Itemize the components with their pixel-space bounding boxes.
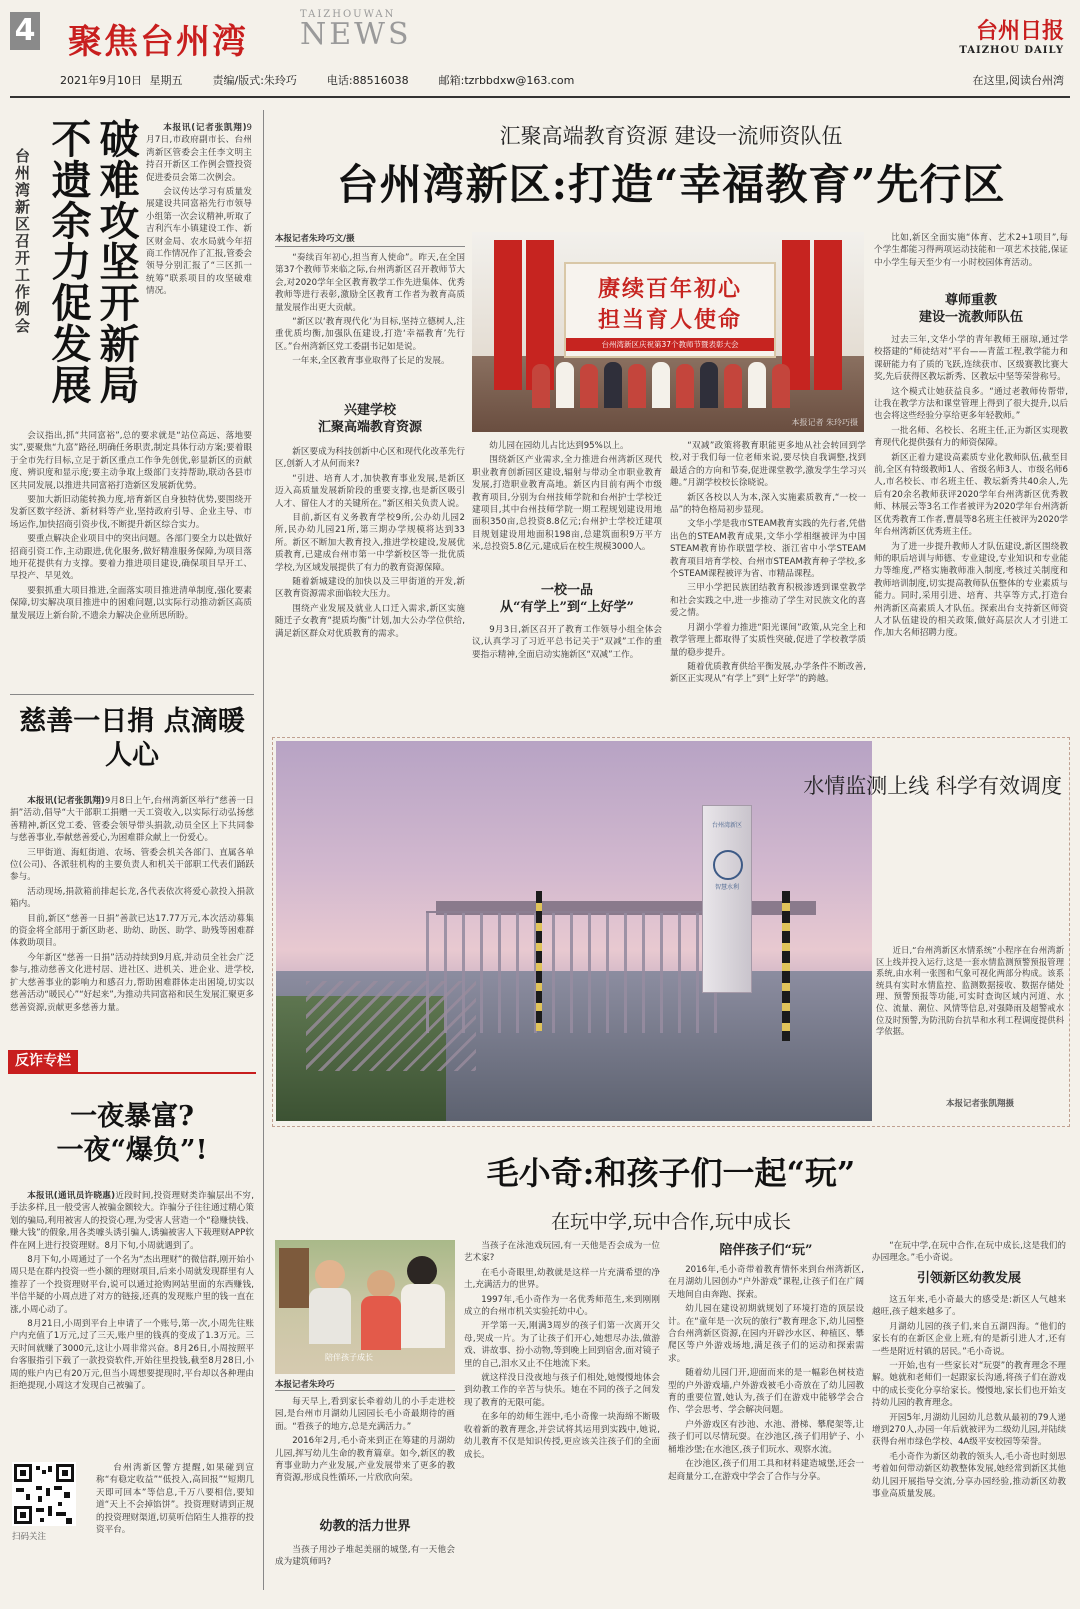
story6-p7: 开学第一天,刚满3周岁的孩子们第一次离开父母,哭成一片。为了让孩子们开心,她想尽办法,做游戏、讲故事、扮小动物,等到晚上回到宿舍,面对镜子里的自己,泪水又止不住地流下来。 bbox=[464, 1321, 660, 1369]
story4-p19: 过去三年,文华小学的青年教师王丽琼,通过学校搭建的“师徒结对”平台——青蓝工程,教学能力和课研能力有了质的飞跃,连续获市、区级赛教比赛大奖,先后获得区教坛新秀、区教坛中坚等荣誉称号。 bbox=[874, 335, 1068, 383]
photo-label: 陪伴孩子成长 bbox=[325, 1353, 373, 1362]
story2-p3: 活动现场,捐款箱前排起长龙,各代表依次将爱心款投入捐款箱内。 bbox=[10, 886, 254, 910]
story1-p4: 要加大新旧动能转换力度,培育新区自身独特优势,要围绕开发新区数字经济、新材料等产业,坚持政府引导、企业主导、市场运作,加快招商引资步伐,不断提升新区综合实力。 bbox=[10, 495, 252, 530]
tower-emblem-icon bbox=[713, 850, 743, 880]
story4-col2-top bbox=[472, 440, 662, 576]
story4-p20: 这个模式让她获益良多。“通过老教师传帮带,让我在教学方法和课堂管理上得到了很大提升,以后也会将这些经验分享给更多年轻教师。” bbox=[874, 386, 1068, 422]
story4-col4-bottom bbox=[874, 334, 1068, 728]
story4-p11: 9月3日,新区召开了教育工作领导小组全体会议,认真学习了习近平总书记关于“双减”工作的重要指示精神,全面启动实施新区“双减”工作。 bbox=[472, 625, 662, 660]
story4-subhead2: 一校一品 从“有学上”到“上好学” bbox=[500, 583, 634, 615]
issue-date: 2021年9月10日 星期五 bbox=[60, 74, 183, 87]
story6-p19: 开园5年,月湖幼儿园幼儿总数从最初的79人递增到270人,办园一年后就被评为二级幼儿园,并陆续获得台州市绿色学校、4A级平安校园等荣誉。 bbox=[872, 1412, 1066, 1448]
story6-p4: 当孩子在泳池戏玩园,有一天他是否会成为一位艺术家? bbox=[464, 1241, 660, 1264]
story2-byline: 本报讯(记者张凯翔) bbox=[27, 796, 105, 806]
story1-p5: 要重点解决企业项目中的突出问题。各部门要全力以赴做好招商引资工作,主动跟进,优化服务,做好精准服务保障,为项目落地开花提供有力支撑。要着力推进项目建设,确保项目早开工、早投产、早见效。 bbox=[10, 534, 252, 582]
story6-p11: 幼儿园在建设初期就规划了环境打造的顶层设计。在“童年是一次玩的旅行”教育理念下,幼儿园整合台州湾新区资源,在园内开辟沙水区、种植区、攀爬区等户外游戏场地,满足孩子们的运动和探索需求。 bbox=[668, 1304, 864, 1364]
story4-col1-top bbox=[275, 252, 465, 394]
qr-code-icon bbox=[12, 1462, 76, 1526]
tower-label-1: 台州湾新区 bbox=[711, 822, 742, 829]
child-body bbox=[361, 1296, 401, 1350]
story4-subhead3: 尊师重教 建设一流教师队伍 bbox=[918, 293, 1023, 325]
story6-p9: 在多年的幼师生涯中,毛小奇像一块海绵不断吸收着新的教育理念,并尝试将其运用到实践中,她说,幼儿教育不仅是知识传授,更应该关注孩子们的全面成长。 bbox=[464, 1412, 660, 1460]
story6-col1-bottom bbox=[275, 1544, 455, 1590]
story2-p4: 目前,新区“慈善一日捐”善款已达17.77万元,本次活动募集的资金将全部用于新区助老、助幼、助医、助学、助残等困难群体救助项目。 bbox=[10, 913, 254, 949]
story4-p13: 新区各校以人为本,深入实施素质教育,“一校一品”的特色格局初步显现。 bbox=[670, 492, 866, 516]
story4-col2-bottom bbox=[472, 624, 662, 728]
child-head bbox=[315, 1260, 345, 1290]
honorees-row bbox=[532, 358, 802, 408]
story4-p3: 一年来,全区教育事业取得了长足的发展。 bbox=[292, 356, 450, 367]
story6-p8: 就这样没日没夜地与孩子们相处,她慢慢地体会到幼教工作的辛苦与快乐。她在不同的孩子之间发现了教育的无限可能。 bbox=[464, 1373, 660, 1408]
banner-line2: 担当育人使命 bbox=[597, 307, 742, 333]
story4-subhead1: 兴建学校 汇聚高端教育资源 bbox=[317, 403, 422, 435]
banner-subtitle: 台州湾新区庆祝第37个教师节暨表彰大会 bbox=[566, 338, 774, 351]
story6-p1: 每天早上,看到家长牵着幼儿的小手走进校园,是台州市月湖幼儿园园长毛小奇最期待的画面。“看孩子的地方,总是充满活力。” bbox=[275, 1397, 455, 1432]
story6-p6: 1997年,毛小奇作为一名优秀师范生,来到刚刚成立的台州市机关实验托幼中心。 bbox=[464, 1294, 660, 1318]
story4-p16: 月湖小学着力推进“阳光课间”政策,从完全上和教学管理上都取得了实质性突破,促进了学校教学质量的稳步提升。 bbox=[670, 622, 866, 658]
story3-p1: 近段时间,投资理财类诈骗层出不穷,手法多样,且一般受害人被骗金额较大。诈骗分子往往通过精心策划的骗局,利用被害人的投资心理,为受害人营造一个“稳赚快钱、赚大钱”的假象,用各类噱头诱引骗人,诱骗被害人下载理财APP软件在网上进行投资理财。8月下旬,小周就遇到了。 bbox=[10, 1191, 254, 1251]
story3-byline: 本报讯(通讯员许晓惠) bbox=[27, 1191, 116, 1201]
kindergarten-photo bbox=[275, 1240, 455, 1374]
story6-subhead1: 幼教的活力世界 bbox=[319, 1519, 411, 1534]
story6-p14: 在沙池区,孩子们用工具和材料建造城堡,还会一起商量分工,在游戏中学会了合作与分享。 bbox=[668, 1459, 864, 1482]
story4-p9: 幼儿园在园幼儿占比达到95%以上。 bbox=[489, 441, 629, 451]
qr-caption: 扫码关注 bbox=[12, 1532, 47, 1542]
story5-body bbox=[876, 945, 1064, 1095]
red-banner-right-1 bbox=[814, 240, 842, 390]
story2-body bbox=[10, 795, 254, 1035]
email: 邮箱:tzrbbdxw@163.com bbox=[438, 74, 575, 87]
story6-p16: 这五年来,毛小奇最大的感受是:新区人气越来越旺,孩子越来越多了。 bbox=[872, 1295, 1066, 1318]
slogan: 在这里,阅读台州湾 bbox=[972, 74, 1064, 87]
story4-col1-bottom bbox=[275, 446, 465, 726]
story4-p12: “双减”政策将教育职能更多地从社会转回到学校,对于我们每一位老师来说,要尽快自我调整,找到最适合的方向和节奏,促进课堂教学,激发学生学习兴趣。”月湖学校校长徐晓说。 bbox=[670, 441, 866, 489]
story6-p2: 2016年2月,毛小奇来到正在筹建的月湖幼儿园,挥写幼儿生命的教育篇章。如今,新区的教育事业助力产业发展,产业发展带来了更多的教育资源,形成良性循环,一片欣欣向荣。 bbox=[275, 1436, 455, 1484]
story6-col4 bbox=[872, 1294, 1066, 1590]
story4-p2: “新区以‘教育现代化’为目标,坚持立德树人,注重优质均衡,加强队伍建设,打造‘幸福教育’先行区。”台州湾新区党工委副书记如是说。 bbox=[275, 317, 465, 352]
story2-headline: 慈善一日捐 点滴暖人心 bbox=[19, 706, 245, 771]
story2-p5: 今年新区“慈善一日捐”活动持续到9月底,并动员全社会广泛参与,推动慈善文化进村居、进社区、进机关、进企业、进学校,扩大慈善事业的影响力和感召力,帮助困难群体走出困境,切实以慈善活动“暖民心”“好起来”,为推动共同富裕和民生发展汇聚更多慈善资源,贡献更多慈善力量。 bbox=[10, 952, 254, 1013]
story4-p22: 新区正着力建设高素质专业化教师队伍,截至目前,全区有特级教师1人、省级名师3人、市级名师6人,市名校长、市名班主任、教坛新秀共40余人,先后有20余名教师获评2020学年台州湾新区优秀教师、林展云等3名工作者被评为2020学年台州湾新区优秀教育工作者,曹晨等8名班主任被评为2020学年台州湾新区优秀班主任。 bbox=[874, 452, 1068, 538]
news-wordmark-small: TAIZHOUWAN bbox=[300, 9, 396, 20]
red-banner-left-1 bbox=[494, 240, 522, 390]
column-divider bbox=[263, 110, 264, 1590]
story4-byline: 本报记者朱玲巧文/摄 bbox=[275, 234, 355, 244]
adult-head bbox=[407, 1256, 437, 1286]
child-head bbox=[367, 1270, 395, 1298]
stage-screen bbox=[564, 262, 776, 358]
story4-headline: 台州湾新区:打造“幸福教育”先行区 bbox=[336, 160, 1006, 209]
story4-p21: 一批名师、名校长、名班主任,正为新区实现教育现代化提供强有力的师资保障。 bbox=[874, 425, 1068, 449]
tower-label-2: 智慧水利 bbox=[714, 884, 739, 891]
divider bbox=[10, 694, 254, 695]
story3-p4: 台州湾新区警方提醒,如果碰到宣称“有稳定收益”“低投入,高回报”“短期几天即可回本”等信息,千万八要相信,要知道“天上不会掉馅饼”。投资理财请到正规的投资理财渠道,切莫听信陌生人推荐的投资平台。 bbox=[96, 1463, 254, 1536]
phone: 电话:88516038 bbox=[326, 74, 409, 87]
story4-p8: 围绕产业发展及就业人口迁入需求,新区实施随迁子女教育“提质均衡”计划,加大公办学位供给,满足新区群众对优质教育的需求。 bbox=[275, 603, 465, 639]
editor-credit: 责编/版式:朱玲巧 bbox=[212, 74, 297, 87]
story4-p17: 随着优质教育供给平衡发展,办学条件不断改善,新区正实现从“有学上”到“上好学”的跨越。 bbox=[670, 661, 866, 685]
masthead-rule bbox=[10, 96, 1070, 98]
story3-body-end bbox=[96, 1462, 254, 1590]
monitoring-tower bbox=[702, 805, 752, 993]
story4-p18: 比如,新区全面实施“体育、艺术2+1项目”,每个学生都能习得两项运动技能和一项艺术技能,保证中小学生每天至少有一小时校园体育活动。 bbox=[874, 233, 1068, 268]
story6-kicker: 在玩中学,玩中合作,玩中成长 bbox=[550, 1211, 792, 1233]
news-wordmark bbox=[300, 10, 412, 50]
divider bbox=[275, 1390, 455, 1391]
gauge-pole bbox=[782, 891, 790, 1041]
story4-p23: 为了进一步提升教师人才队伍建设,新区围绕教师的职后培训与师德、专业建设,专业知识和专业能力等维度,严格实施教师准入制度,考核过关制度和教师培训制度,切实提高教师队伍整体的专业素质与能力。同时,采用引进、培育、共享等方式,打造台州湾新区高素质人才队伍。探索出台支持新区师资人才队伍建设的相关政策,做好高层次人才引进工作,加大名师招聘力度。 bbox=[874, 541, 1068, 639]
story4-p14: 文华小学是我市STEAM教育实践的先行者,凭借出色的STEAM教育成果,文华小学相继被评为中国STEAM教育协作联盟学校、浙江省中小学STEAM教育项目培育学校、台州市STEAM教育种子学校,多个STEAM课程被评为省、市精品课程。 bbox=[670, 519, 866, 580]
shelf bbox=[279, 1248, 309, 1308]
story6-byline: 本报记者朱玲巧 bbox=[275, 1380, 335, 1390]
story1-p6: 要狠抓重大项目推进,全面落实项目推进清单制度,强化要素保障,切实解决项目推进中的困难问题,以实际行动推动新区高质量发展迈上新台阶,不遗余力解决企业所思所盼。 bbox=[10, 585, 252, 621]
paper-logo bbox=[959, 14, 1064, 56]
qr-block bbox=[12, 1462, 92, 1592]
adult-body bbox=[401, 1284, 445, 1348]
anti-fraud-tag: 反诈专栏 bbox=[8, 1050, 78, 1072]
story5-credit: 本报记者张凯翔摄 bbox=[946, 1099, 1015, 1109]
gauge-pole-2 bbox=[536, 891, 542, 1031]
story4-p6: 目前,新区有义务教育学校9所,公办幼儿园2所,民办幼儿园21所,第三期办学规模将达到33所。新区不断加大教育投入,推进学校建设,发展优质教育,已建成台州市第一中学新校区等一批优质学校,为区域发展提供了有力的教育资源保障。 bbox=[275, 513, 465, 573]
story6-p12: 随着幼儿园门开,迎面而来的是一幅彩色树枝造型的户外游戏墙,户外游戏被毛小奇放在了幼儿园教育的重要位置,她认为,孩子们在游戏中能够学会合作、学会思考、学会解决问题。 bbox=[668, 1368, 864, 1416]
story6-col4-top bbox=[872, 1240, 1066, 1268]
story4-p7: 随着新城建设的加快以及三甲街道的开发,新区教育资源需求面临较大压力。 bbox=[275, 577, 465, 600]
story6-col3 bbox=[668, 1264, 864, 1590]
story6-subhead2: 陪伴孩子们“玩” bbox=[719, 1243, 813, 1258]
story2-p2: 三甲街道、海虹街道、农场、管委会机关各部门、直属各单位(公司)、各派驻机构的主要负责人和机关干部职工代表们踊跃参与。 bbox=[10, 847, 254, 883]
paper-name-en: TAIZHOU DAILY bbox=[959, 45, 1064, 56]
story3-p2: 8月下旬,小周通过了一个名为“杰出理财”的微信群,刚开始小周只是在群内投资一些小额的理财项目,后来小周就发现群里有人推荐了一个投资理财平台,说可以通过抢购网站里面的东西赚钱,半信半疑的小周点进了对方的链接,还真的发现账户里的钱一直在涨,小周心动了。 bbox=[10, 1255, 254, 1315]
news-wordmark-big: NEWS bbox=[300, 17, 412, 52]
paper-name: 台州日报 bbox=[975, 18, 1064, 44]
story6-col1 bbox=[275, 1396, 455, 1512]
story4-col3 bbox=[670, 440, 866, 728]
story1-subtitle: 台州湾新区召开工作例会 bbox=[13, 148, 31, 335]
story1-p1: 9月7日,市政府副市长、台州湾新区管委会主任李文明主持召开新区工作例会暨投资促进委员会第二次例会。 bbox=[146, 123, 252, 183]
story3-body bbox=[10, 1190, 254, 1458]
story3-headline-line1: 一夜暴富? bbox=[70, 1101, 194, 1132]
column-rule bbox=[8, 1072, 256, 1074]
story4-p10: 围绕新区产业需求,全力推进台州湾新区现代职业教育创新园区建设,辐射与带动全市职业教育发展,打造职业教育高地。新区内目前有两个市级教育项目,分别为台州技师学院和台州护士学校迁建项目,其中台州技师学院一期工程规划建设用地面积350亩,总投资8.8亿元;台州护士学校迁建项目规划建设用地面积198亩,总建筑面积9万平方米,总投资5.8亿元,建成后在校生规模3000人。 bbox=[472, 455, 662, 553]
story6-p20: 毛小奇作为新区幼教的领头人,毛小奇也时刻思考着如何带动新区幼教整体发展,她经常到新区其他幼儿园开展指导交流,分享办园经验,推动新区幼教事业高质量发展。 bbox=[872, 1451, 1066, 1500]
story6-p13: 户外游戏区有沙池、水池、滑梯、攀爬架等,让孩子们可以尽情玩耍。在沙池区,孩子们用铲子、小桶堆沙堡;在水池区,孩子们玩水、观察水流。 bbox=[668, 1419, 864, 1455]
story6-p5: 在毛小奇眼里,幼教就是这样一片充满希望的净土,充满活力的世界。 bbox=[464, 1267, 660, 1291]
story6-col2 bbox=[464, 1240, 660, 1590]
story4-kicker: 汇聚高端教育资源 建设一流师资队伍 bbox=[499, 124, 843, 148]
story1-byline: 本报讯(记者张凯翔) bbox=[163, 123, 247, 133]
story4-col4-top bbox=[874, 232, 1068, 286]
teachers-day-photo bbox=[472, 232, 864, 432]
story5-headline: 水情监测上线 科学有效调度 bbox=[803, 774, 1062, 798]
story3-p3: 8月21日,小周到平台上申请了一个账号,第一次,小周先往账户内充值了1万元,过了三天,账户里的钱真的变成了1.3万元。三天时间就赚了3000元,这让小周非常兴奋。8月26日,小周按照平台客服指引下载了一款投资软件,开始往里投钱,截至8月28日,小周的账户内已有20万元,但当小周想要提现时,平台却以各种理由拒绝提现,小周这才发现自己被骗了。 bbox=[10, 1319, 254, 1392]
story6-subhead3: 引领新区幼教发展 bbox=[916, 1271, 1021, 1286]
story6-p17: 月湖幼儿园的孩子们,来自五湖四海。“他们的家长有的在新区企业上班,有的是新引进人才,还有一些是附近村镇的居民。”毛小奇说。 bbox=[872, 1321, 1066, 1357]
page-number: 4 bbox=[10, 12, 40, 50]
story6-p15: “在玩中学,在玩中合作,在玩中成长,这是我们的办园理念。”毛小奇说。 bbox=[872, 1241, 1066, 1264]
story1-body-bottom bbox=[10, 430, 252, 688]
story1-body-top bbox=[146, 122, 252, 428]
story6-p10: 2016年,毛小奇带着教育情怀来到台州湾新区,在月湖幼儿园创办“户外游戏”课程,让孩子们在广阔天地间自由奔跑、探索。 bbox=[668, 1265, 864, 1300]
banner-line1: 赓续百年初心 bbox=[597, 276, 742, 302]
story4-p5: “引进、培育人才,加快教育事业发展,是新区迈入高质量发展新阶段的重要支撑,也是新区吸引人才、留住人才的关键所在。”新区相关负责人说。 bbox=[275, 473, 465, 509]
story3-headline bbox=[10, 1100, 254, 1168]
story4-p15: 三甲小学把民族团结教育积极渗透到课堂教学和社会实践之中,进一步推动了学生对民族文化的喜爱之情。 bbox=[670, 583, 866, 619]
story5-p1: 近日,“台州湾新区水情系统”小程序在台州湾新区上线并投入运行,这是一套水情监测预警预报管理系统,由水利一张图和气象可视化两部分构成。该系统具有实时水情监控、监测数据接收、数据存储处理、预警预报等功能,可实时查询区域内河道、水位、流量、潮位、风情等信息,对强降雨及超警戒水位及时预警,为防汛防台抗旱和水利工程调度提供科学依据。 bbox=[876, 945, 1064, 1037]
story1-p3: 会议指出,抓“共同富裕”,总的要求就是“站位高远、落地要实”,要聚焦“九富”路径,明确任务职责,制定具体行动方案;要着眼于全市先行目标,立足于新区重点工作争先创优,彰显新区的贡献度、辨识度和显示度;要主动争取上级部门支持帮助,联动各县市区共同发展,以推进共同富裕打造新区发展新优势。 bbox=[10, 431, 252, 491]
story6-p3: 当孩子用沙子堆起美丽的城堡,有一天他会成为建筑师吗? bbox=[275, 1545, 455, 1568]
section-title: 聚焦台州湾 bbox=[68, 22, 248, 62]
story4-p1: “奏续百年初心,担当育人使命”。昨天,在全国第37个教师节来临之际,台州湾新区召开教师节大会,对2020学年全区教育教学工作先进集体、优秀教师等进行表彰,激励全区教育工作者为教育高质量发展作出更大贡献。 bbox=[275, 253, 465, 313]
story3-headline-line2: 一夜“爆负”! bbox=[56, 1135, 208, 1166]
child-body bbox=[309, 1288, 351, 1344]
divider bbox=[275, 246, 465, 247]
story4-p4: 新区要成为科技创新中心区和现代化改革先行区,创新人才从何而来? bbox=[275, 447, 465, 470]
info-bar bbox=[60, 72, 574, 88]
story6-p18: 一开始,也有一些家长对“玩耍”的教育理念不理解。她就和老师们一起跟家长沟通,将孩子们在游戏中的成长变化分享给家长。慢慢地,家长们也开始支持幼儿园的教育理念。 bbox=[872, 1361, 1066, 1409]
story1-p2: 会议传达学习有质量发展建设共同富裕先行市领导小组第一次会议精神,听取了吉利汽车小镇建设工作、新区财金局、农水局就今年招商工作情况作了汇报,管委会领导分别汇报了“三区抓一统筹”联系项目的攻坚破难情况。 bbox=[146, 187, 252, 297]
story2-p1: 9月8日上午,台州湾新区举行“慈善一日捐”活动,倡导“大干部职工捐赠一天工资收入,以实际行动弘扬慈善精神,新区党工委、管委会领导带头捐款,动员全区上下共同参与慈善事业,奉献慈善爱心,为困难群众献上一份爱心。 bbox=[10, 796, 254, 844]
photo-watermark: 本报记者 朱玲巧摄 bbox=[791, 418, 858, 427]
story6-headline: 毛小奇:和孩子们一起“玩” bbox=[486, 1154, 856, 1192]
story1-headline: 破难攻坚开新局 不遗余力促发展 bbox=[45, 118, 140, 405]
pier-stairs bbox=[306, 981, 476, 1071]
